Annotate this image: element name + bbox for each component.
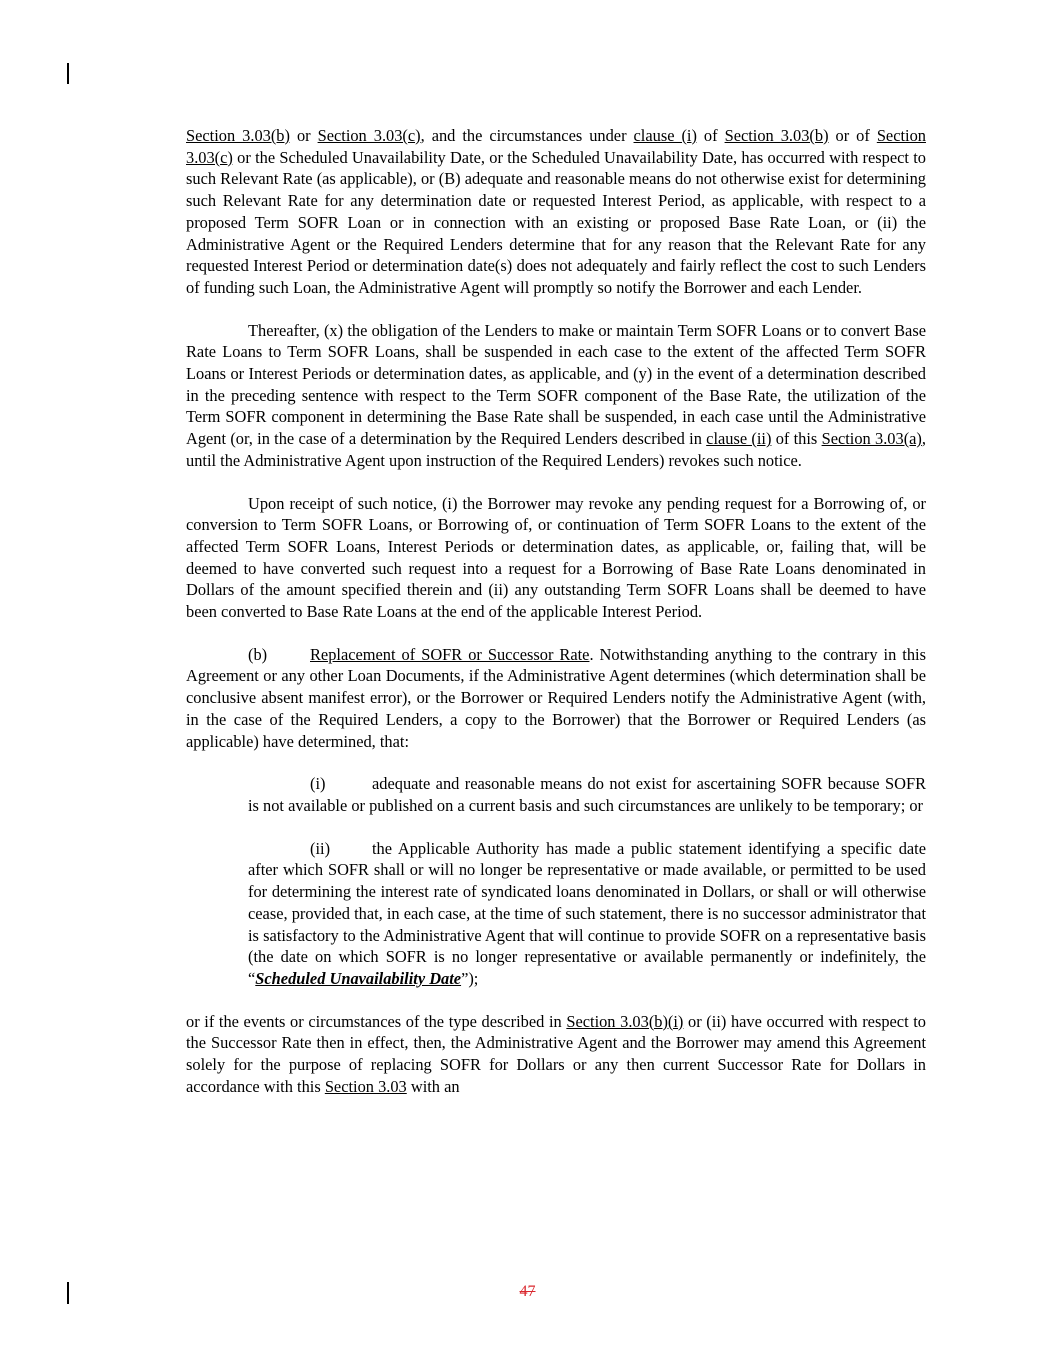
clause-number: (i) <box>310 774 326 794</box>
subclause-ii: (ii) the Applicable Authority has made a public statement identifying a specific date after which SOFR shall or will no longer be representative or made available, or permitted to be used for determining the interest rate of syndicated loans denominated in Dollars, or shall or will otherwise cease, provided that, in each case, at the time of such statement, there is no successor administrator that is satisfactory to the Administrative Agent that will continue to provide SOFR on a representative basis (the date on which SOFR is no longer representative or available permanently or indefinitely, the “Scheduled Unavailability Date”); <box>248 838 926 988</box>
clause-reference: clause (ii) <box>706 429 772 449</box>
section-reference: Section 3.03(c) <box>186 126 926 167</box>
page-body <box>186 125 926 1118</box>
paragraph-or-if: or if the events or circumstances of the type described in Section 3.03(b)(i) or (ii) have occurred with respect to the Successor Rate then in effect, then, the Administrative Agent and the Borrower may amend this Agreement solely for the purpose of replacing SOFR for Dollars or any then current Successor Rate for Dollars in accordance with this Section 3.03 with an <box>186 1011 927 1096</box>
paragraph-continuation: Section 3.03(b) or Section 3.03(c), and the circumstances under clause (i) of Section 3.03(b) or of Section 3.03(c) or the Scheduled Unavailability Date, or the Scheduled Unavailability Date, has occurred with respect to such Relevant Rate (as applicable), or (B) adequate and reasonable means do not otherwise exist for determining such Relevant Rate for any determination date or requested Interest Period, as applicable, with respect to a proposed Term SOFR Loan or in connection with an existing or proposed Base Rate Loan, or (ii) the Administrative Agent or the Required Lenders determine that for any reason that the Relevant Rate for any requested Interest Period or determination date(s) does not adequately and fairly reflect the cost to such Lenders of funding such Loan, the Administrative Agent will promptly so notify the Borrower and each Lender. <box>186 126 926 297</box>
section-reference: Section 3.03(b)(i) <box>566 1011 684 1031</box>
section-heading: Replacement of SOFR or Successor Rate <box>310 644 590 664</box>
paragraph-thereafter: Thereafter, (x) the obligation of the Lenders to make or maintain Term SOFR Loans or to convert Base Rate Loans to Term SOFR Loans, shall be suspended in each case to the extent of the affected Term SOFR Loans or Interest Periods or determination dates, as applicable, and (y) in the event of a determination described in the preceding sentence with respect to the Term SOFR component of the Base Rate, the utilization of the Term SOFR component in determining the Base Rate shall be suspended, in each case until the Administrative Agent (or, in the case of a determination by the Required Lenders described in clause (ii) of this Section 3.03(a), until the Administrative Agent upon instruction of the Required Lenders) revokes such notice. <box>186 320 926 470</box>
section-reference: Section 3.03(a) <box>821 429 922 449</box>
clause-number: (ii) <box>310 838 331 858</box>
clause-number: (b) <box>248 644 268 664</box>
defined-term: Scheduled Unavailability Date <box>255 968 462 988</box>
paragraph-b-replacement: (b) Replacement of SOFR or Successor Rate. Notwithstanding anything to the contrary in this Agreement or any other Loan Documents, if the Administrative Agent determines (which determination shall be conclusive absent manifest error), or the Borrower or Required Lenders notify the Administrative Agent (with, in the case of the Required Lenders, a copy to the Borrower) that the Borrower or Required Lenders (as applicable) have determined, that: <box>186 644 926 751</box>
revision-change-bar-top <box>67 63 69 84</box>
page-number: 47 <box>519 1283 536 1300</box>
paragraph-upon-receipt: Upon receipt of such notice, (i) the Borrower may revoke any pending request for a Borrowing of, or conversion to Term SOFR Loans, or Borrowing of, or continuation of Term SOFR Loans to the extent of the affected Term SOFR Loans, Interest Periods or determination dates, as applicable, or, failing that, will be deemed to have converted such request into a request for a Borrowing of Base Rate Loans denominated in Dollars of the amount specified therein and (ii) any outstanding Term SOFR Loans shall be deemed to have been converted to Base Rate Loans at the end of the applicable Interest Period. <box>186 493 926 622</box>
section-reference: Section 3.03(c) <box>317 126 421 145</box>
section-reference: Section 3.03(b) <box>724 126 829 145</box>
subclause-i: (i) adequate and reasonable means do not exist for ascertaining SOFR because SOFR is not available or published on a current basis and such circumstances are unlikely to be temporary; or <box>248 774 926 815</box>
section-reference: Section 3.03(b) <box>186 126 290 145</box>
clause-reference: clause (i) <box>633 126 697 145</box>
section-reference: Section 3.03 <box>324 1076 407 1096</box>
